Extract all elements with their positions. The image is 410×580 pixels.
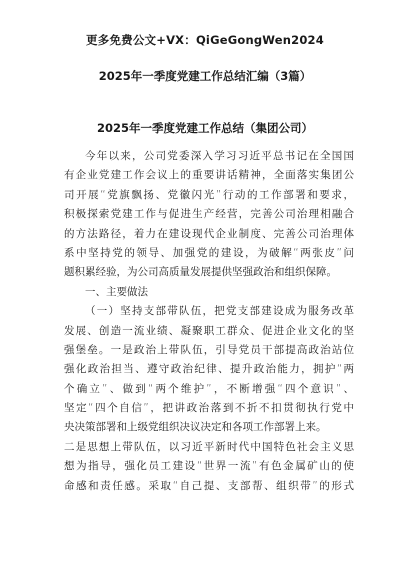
paragraph-line: 强化政治担当、遵守政治纪律、提升政治能力，拥护“两 bbox=[64, 363, 354, 376]
body-text bbox=[64, 147, 354, 496]
paragraph-line: 命感和责任感。采取“自己提、支部帮、组织带”的形式 bbox=[64, 479, 354, 492]
paragraph-line: 今年以来，公司党委深入学习习近平总书记在全国国 bbox=[85, 150, 354, 162]
paragraph-line: 个确立”、做到“两个维护”，不断增强“四个意识”、 bbox=[64, 382, 354, 395]
paragraph-line: 有企业党建工作会议上的重要讲话精神，全面落实集团公 bbox=[64, 169, 354, 182]
paragraph-line: 二是思想上带队伍，以习近平新时代中国特色社会主义思 bbox=[64, 440, 354, 453]
paragraph-line: 强堡垒。一是政治上带队伍，引导党员干部提高政治站位 bbox=[64, 343, 354, 356]
paragraph-line: 央决策部署和上级党组织决议决定和各项工作部署上来。 bbox=[64, 421, 327, 434]
paragraph-line: 的方法路径，着力在建设现代企业制度、完善公司治理体 bbox=[64, 227, 354, 240]
paragraph-line: 想为指导，强化员工建设“世界一流”有色金属矿山的使 bbox=[64, 460, 354, 473]
document-title: 2025年一季度党建工作总结汇编（3篇） bbox=[98, 69, 312, 83]
paragraph-line: 发展、创造一流业绩、凝聚职工群众、促进企业文化的坚 bbox=[64, 324, 354, 337]
paragraph-line: 积极探索党建工作与促进生产经营，完善公司治理相融合 bbox=[64, 208, 354, 221]
paragraph-line: 题积累经验，为公司高质量发展提供坚强政治和组织保障。 bbox=[64, 266, 337, 279]
paragraph-line: 系中坚持党的领导、加强党的建设，为破解“两张皮”问 bbox=[64, 246, 354, 259]
subheading-main-practices: 一、主要做法 bbox=[85, 285, 148, 298]
paragraph-line: 司开展“党旗飘扬、党徽闪光”行动的工作部署和要求， bbox=[64, 188, 354, 201]
paragraph-line: 坚定“四个自信”，把讲政治落到不折不扣贯彻执行党中 bbox=[64, 402, 354, 415]
watermark-header: 更多免费公文+VX：QiGeGongWen2024 bbox=[86, 33, 324, 47]
section-title: 2025年一季度党建工作总结（集团公司） bbox=[96, 121, 313, 135]
paragraph-line: （一）坚持支部带队伍，把党支部建设成为服务改革 bbox=[85, 305, 354, 318]
